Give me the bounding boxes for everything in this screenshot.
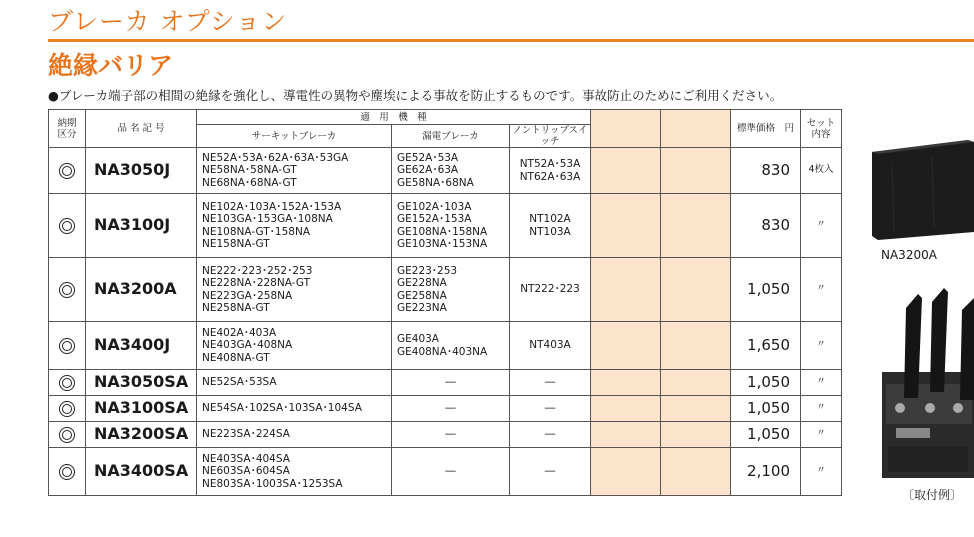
leakage-breaker-models (392, 322, 510, 370)
leakage-breaker-models (392, 370, 510, 396)
nontrip-line: NT102A (529, 213, 571, 225)
set-contents: 〃 (801, 448, 842, 496)
table-row (49, 396, 842, 422)
barrier-product-image (872, 132, 974, 240)
circuit-breaker-models (197, 258, 392, 322)
nontrip-switch-models (510, 448, 591, 496)
leakage-line: GE228NA (397, 277, 447, 289)
circuit-line: NE402A･403A (202, 326, 277, 339)
circuit-line: NE222･223･252･253 (202, 264, 313, 277)
leakage-line: GE62A･63A (397, 164, 459, 177)
product-code: NA3200SA (86, 422, 197, 448)
standard-price: 1,050 (731, 396, 801, 422)
standard-price: 830 (731, 148, 801, 194)
header-nontrip-switch: ノントリップスイッチ (510, 125, 591, 148)
leakage-line: ― (445, 402, 456, 415)
blank-cell-2 (661, 448, 731, 496)
blank-cell-1 (591, 148, 661, 194)
delivery-mark (49, 370, 86, 396)
nontrip-switch-models (510, 370, 591, 396)
title-divider (48, 39, 974, 42)
circuit-breaker-models (197, 194, 392, 258)
installation-example-image (878, 288, 974, 478)
leakage-breaker-models (392, 258, 510, 322)
circuit-line: NE223GA･258NA (202, 289, 293, 302)
standard-price: 1,050 (731, 422, 801, 448)
blank-cell-2 (661, 370, 731, 396)
circuit-line: NE102A･103A･152A･153A (202, 200, 342, 213)
circuit-line: NE803SA･1003SA･1253SA (202, 477, 343, 490)
blank-cell-2 (661, 148, 731, 194)
leakage-line: GE103NA･153NA (397, 238, 488, 250)
header-set-contents: セット 内容 (801, 110, 842, 148)
circuit-line: NE103GA･153GA･108NA (202, 213, 333, 225)
circuit-breaker-models (197, 422, 392, 448)
header-product-code: 品 名 記 号 (86, 110, 197, 148)
circuit-line: NE58NA･58NA-GT (202, 164, 297, 177)
leakage-line: GE403A (397, 333, 439, 345)
blank-cell-2 (661, 322, 731, 370)
set-contents: 〃 (801, 422, 842, 448)
blank-cell-1 (591, 422, 661, 448)
blank-cell-1 (591, 258, 661, 322)
nontrip-switch-models (510, 194, 591, 258)
leakage-line: GE52A･53A (397, 151, 459, 164)
product-code: NA3400J (86, 322, 197, 370)
table-row (49, 448, 842, 496)
double-circle-icon (59, 464, 75, 480)
category-title: ブレーカ オプション (48, 7, 288, 36)
circuit-line: NE158NA-GT (202, 238, 270, 250)
circuit-line: NE408NA-GT (202, 351, 270, 364)
nontrip-line: NT103A (529, 225, 571, 238)
header-price: 標準価格 円 (731, 110, 801, 148)
table-row (49, 148, 842, 194)
leakage-breaker-models (392, 396, 510, 422)
set-contents: 〃 (801, 396, 842, 422)
product-code: NA3200A (86, 258, 197, 322)
circuit-line: NE258NA-GT (202, 302, 270, 314)
circuit-breaker-models (197, 322, 392, 370)
header-blank-1 (591, 110, 661, 148)
circuit-line: NE52A･53A･62A･63A･53GA (202, 151, 349, 164)
circuit-breaker-models (197, 370, 392, 396)
table-row (49, 322, 842, 370)
double-circle-icon (59, 218, 75, 234)
delivery-mark (49, 396, 86, 422)
double-circle-icon (59, 401, 75, 417)
standard-price: 830 (731, 194, 801, 258)
blank-cell-2 (661, 258, 731, 322)
header-applicable-models: 適 用 機 種 (197, 110, 591, 125)
section-title: 絶縁バリア (48, 51, 174, 80)
set-contents: 〃 (801, 322, 842, 370)
leakage-line: GE258NA (397, 289, 447, 302)
circuit-line: NE68NA･68NA-GT (202, 176, 297, 189)
delivery-mark (49, 258, 86, 322)
nontrip-switch-models (510, 258, 591, 322)
nontrip-line: ― (544, 402, 556, 415)
header-delivery: 納期 区分 (49, 110, 86, 148)
double-circle-icon (59, 163, 75, 179)
table-row (49, 258, 842, 322)
circuit-line: NE223SA･224SA (202, 428, 290, 441)
set-contents: 〃 (801, 258, 842, 322)
delivery-mark (49, 322, 86, 370)
nontrip-line: ― (544, 465, 556, 478)
standard-price: 1,050 (731, 258, 801, 322)
leakage-line: GE223･253 (397, 264, 458, 277)
leakage-line: GE152A･153A (397, 213, 472, 225)
product-code: NA3100J (86, 194, 197, 258)
blank-cell-1 (591, 396, 661, 422)
set-contents: 4枚入 (801, 148, 842, 194)
leakage-line: GE108NA･158NA (397, 225, 488, 238)
circuit-line: NE603SA･604SA (202, 465, 290, 478)
product-image-caption: NA3200A (881, 248, 937, 262)
product-code: NA3400SA (86, 448, 197, 496)
leakage-line: GE58NA･68NA (397, 176, 474, 189)
leakage-line: GE223NA (397, 302, 447, 314)
nontrip-line: NT403A (529, 339, 571, 352)
blank-cell-2 (661, 422, 731, 448)
nontrip-line: NT222･223 (520, 283, 580, 296)
delivery-mark (49, 148, 86, 194)
blank-cell-1 (591, 194, 661, 258)
nontrip-line: ― (544, 428, 556, 441)
leakage-breaker-models (392, 448, 510, 496)
delivery-mark (49, 448, 86, 496)
leakage-line: ― (445, 428, 456, 441)
double-circle-icon (59, 375, 75, 391)
circuit-line: NE228NA･228NA-GT (202, 277, 311, 289)
nontrip-switch-models (510, 148, 591, 194)
circuit-line: NE403SA･404SA (202, 452, 290, 465)
circuit-breaker-models (197, 148, 392, 194)
set-contents: 〃 (801, 370, 842, 396)
header-blank-2 (661, 110, 731, 148)
delivery-mark (49, 194, 86, 258)
double-circle-icon (59, 338, 75, 354)
blank-cell-1 (591, 448, 661, 496)
nontrip-line: NT52A･53A (519, 158, 581, 170)
nontrip-switch-models (510, 422, 591, 448)
nontrip-line: ― (544, 376, 556, 389)
product-code: NA3050SA (86, 370, 197, 396)
blank-cell-2 (661, 396, 731, 422)
standard-price: 1,650 (731, 322, 801, 370)
installation-example-caption: 〔取付例〕 (902, 488, 963, 502)
leakage-breaker-models (392, 422, 510, 448)
delivery-mark (49, 422, 86, 448)
blank-cell-1 (591, 370, 661, 396)
nontrip-line: NT62A･63A (519, 170, 581, 183)
circuit-line: NE108NA-GT･158NA (202, 225, 311, 238)
nontrip-switch-models (510, 396, 591, 422)
leakage-line: ― (445, 465, 456, 478)
double-circle-icon (59, 427, 75, 443)
leakage-breaker-models (392, 148, 510, 194)
circuit-line: NE52SA･53SA (202, 376, 277, 389)
table-row (49, 194, 842, 258)
standard-price: 2,100 (731, 448, 801, 496)
leakage-breaker-models (392, 194, 510, 258)
circuit-breaker-models (197, 448, 392, 496)
header-circuit-breaker: サーキットブレーカ (197, 125, 392, 148)
blank-cell-2 (661, 194, 731, 258)
standard-price: 1,050 (731, 370, 801, 396)
leakage-line: GE408NA･403NA (397, 345, 488, 358)
product-code: NA3050J (86, 148, 197, 194)
circuit-breaker-models (197, 396, 392, 422)
blank-cell-1 (591, 322, 661, 370)
product-code: NA3100SA (86, 396, 197, 422)
leakage-line: ― (445, 376, 456, 389)
nontrip-switch-models (510, 322, 591, 370)
double-circle-icon (59, 282, 75, 298)
circuit-line: NE403GA･408NA (202, 339, 293, 352)
table-body (49, 148, 842, 496)
spec-table (48, 109, 842, 496)
circuit-line: NE54SA･102SA･103SA･104SA (202, 402, 362, 415)
description-text: ●ブレーカ端子部の相間の絶縁を強化し、導電性の異物や塵埃による事故を防止するものです。事故防止のためにご利用ください。 (48, 88, 783, 103)
set-contents: 〃 (801, 194, 842, 258)
leakage-line: GE102A･103A (397, 200, 472, 213)
table-row (49, 422, 842, 448)
header-leakage-breaker: 漏電ブレーカ (392, 125, 510, 148)
table-row (49, 370, 842, 396)
